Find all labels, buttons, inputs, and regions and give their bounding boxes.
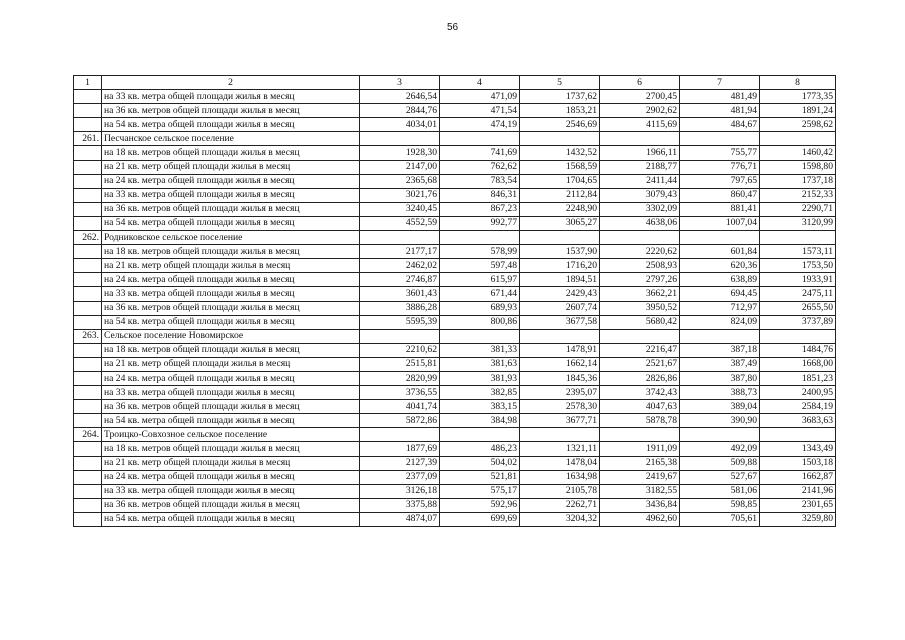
value-cell: 3677,58 bbox=[520, 315, 600, 329]
row-number-cell bbox=[74, 104, 102, 118]
table-row bbox=[74, 146, 836, 160]
settlement-name-cell: Сельское поселение Новомирское bbox=[102, 329, 360, 343]
value-cell: 671,44 bbox=[440, 287, 520, 301]
value-cell bbox=[360, 329, 440, 343]
value-cell: 387,18 bbox=[680, 343, 760, 357]
value-cell: 381,63 bbox=[440, 357, 520, 371]
value-cell: 2152,33 bbox=[760, 188, 836, 202]
value-cell: 755,77 bbox=[680, 146, 760, 160]
row-number-cell bbox=[74, 174, 102, 188]
value-cell: 1911,09 bbox=[600, 442, 680, 456]
value-cell: 471,54 bbox=[440, 104, 520, 118]
row-number-cell bbox=[74, 512, 102, 526]
table-row bbox=[74, 442, 836, 456]
value-cell bbox=[520, 132, 600, 146]
area-description-cell: на 54 кв. метра общей площади жилья в месяц bbox=[102, 315, 360, 329]
value-cell bbox=[680, 231, 760, 245]
area-description-cell: на 33 кв. метра общей площади жилья в месяц bbox=[102, 386, 360, 400]
table-row bbox=[74, 470, 836, 484]
row-number-cell bbox=[74, 343, 102, 357]
value-cell: 2546,69 bbox=[520, 118, 600, 132]
value-cell: 592,96 bbox=[440, 498, 520, 512]
table-row bbox=[74, 512, 836, 526]
table-row bbox=[74, 273, 836, 287]
column-header: 7 bbox=[680, 76, 760, 90]
value-cell: 1877,69 bbox=[360, 442, 440, 456]
value-cell: 481,49 bbox=[680, 90, 760, 104]
value-cell: 1484,76 bbox=[760, 343, 836, 357]
column-header: 2 bbox=[102, 76, 360, 90]
area-description-cell: на 21 кв. метр общей площади жилья в месяц bbox=[102, 160, 360, 174]
table-row bbox=[74, 357, 836, 371]
row-number-cell bbox=[74, 160, 102, 174]
area-description-cell: на 33 кв. метра общей площади жилья в месяц bbox=[102, 287, 360, 301]
column-header: 8 bbox=[760, 76, 836, 90]
value-cell: 3182,55 bbox=[600, 484, 680, 498]
value-cell: 1933,91 bbox=[760, 273, 836, 287]
table-row bbox=[74, 160, 836, 174]
value-cell: 5595,39 bbox=[360, 315, 440, 329]
value-cell: 381,93 bbox=[440, 371, 520, 385]
value-cell: 1737,62 bbox=[520, 90, 600, 104]
value-cell: 2177,17 bbox=[360, 245, 440, 259]
value-cell: 615,97 bbox=[440, 273, 520, 287]
value-cell bbox=[440, 428, 520, 442]
value-cell: 1007,04 bbox=[680, 216, 760, 230]
value-cell: 3677,71 bbox=[520, 414, 600, 428]
table-row bbox=[74, 259, 836, 273]
value-cell: 601,84 bbox=[680, 245, 760, 259]
value-cell: 2655,50 bbox=[760, 301, 836, 315]
column-header: 4 bbox=[440, 76, 520, 90]
value-cell: 4115,69 bbox=[600, 118, 680, 132]
value-cell: 1716,20 bbox=[520, 259, 600, 273]
table-row bbox=[74, 245, 836, 259]
value-cell: 1845,36 bbox=[520, 371, 600, 385]
area-description-cell: на 18 кв. метров общей площади жилья в месяц bbox=[102, 245, 360, 259]
value-cell: 2400,95 bbox=[760, 386, 836, 400]
value-cell: 992,77 bbox=[440, 216, 520, 230]
area-description-cell: на 18 кв. метров общей площади жилья в месяц bbox=[102, 146, 360, 160]
table-row bbox=[74, 301, 836, 315]
value-cell: 390,90 bbox=[680, 414, 760, 428]
row-number-cell: 264. bbox=[74, 428, 102, 442]
value-cell bbox=[600, 428, 680, 442]
value-cell: 860,47 bbox=[680, 188, 760, 202]
value-cell: 2105,78 bbox=[520, 484, 600, 498]
value-cell bbox=[760, 231, 836, 245]
section-row bbox=[74, 428, 836, 442]
table-row bbox=[74, 386, 836, 400]
area-description-cell: на 33 кв. метра общей площади жилья в месяц bbox=[102, 188, 360, 202]
row-number-cell bbox=[74, 498, 102, 512]
value-cell: 4638,06 bbox=[600, 216, 680, 230]
value-cell: 2508,93 bbox=[600, 259, 680, 273]
page-number: 56 bbox=[446, 22, 459, 33]
value-cell bbox=[520, 329, 600, 343]
value-cell: 2646,54 bbox=[360, 90, 440, 104]
value-cell: 5872,86 bbox=[360, 414, 440, 428]
row-number-cell bbox=[74, 245, 102, 259]
value-cell: 388,73 bbox=[680, 386, 760, 400]
area-description-cell: на 36 кв. метров общей площади жилья в месяц bbox=[102, 301, 360, 315]
value-cell: 2475,11 bbox=[760, 287, 836, 301]
row-number-cell bbox=[74, 371, 102, 385]
value-cell: 4552,59 bbox=[360, 216, 440, 230]
area-description-cell: на 33 кв. метра общей площади жилья в месяц bbox=[102, 484, 360, 498]
value-cell bbox=[680, 329, 760, 343]
row-number-cell bbox=[74, 273, 102, 287]
value-cell: 2902,62 bbox=[600, 104, 680, 118]
area-description-cell: на 54 кв. метра общей площади жилья в месяц bbox=[102, 512, 360, 526]
value-cell: 1928,30 bbox=[360, 146, 440, 160]
value-cell: 4874,07 bbox=[360, 512, 440, 526]
value-cell: 474,19 bbox=[440, 118, 520, 132]
value-cell: 1573,11 bbox=[760, 245, 836, 259]
value-cell: 2700,45 bbox=[600, 90, 680, 104]
value-cell: 1432,52 bbox=[520, 146, 600, 160]
table-row bbox=[74, 104, 836, 118]
value-cell: 1737,18 bbox=[760, 174, 836, 188]
value-cell bbox=[600, 231, 680, 245]
value-cell: 4041,74 bbox=[360, 400, 440, 414]
value-cell: 2220,62 bbox=[600, 245, 680, 259]
value-cell: 2521,67 bbox=[600, 357, 680, 371]
row-number-cell bbox=[74, 470, 102, 484]
value-cell: 1662,87 bbox=[760, 470, 836, 484]
value-cell: 3065,27 bbox=[520, 216, 600, 230]
value-cell: 2112,84 bbox=[520, 188, 600, 202]
settlement-name-cell: Троицко-Совхозное сельское поселение bbox=[102, 428, 360, 442]
value-cell: 484,67 bbox=[680, 118, 760, 132]
area-description-cell: на 54 кв. метра общей площади жилья в месяц bbox=[102, 216, 360, 230]
value-cell: 2515,81 bbox=[360, 357, 440, 371]
value-cell: 3375,88 bbox=[360, 498, 440, 512]
value-cell: 694,45 bbox=[680, 287, 760, 301]
area-description-cell: на 24 кв. метра общей площади жилья в месяц bbox=[102, 174, 360, 188]
section-row bbox=[74, 231, 836, 245]
value-cell: 3120,99 bbox=[760, 216, 836, 230]
area-description-cell: на 21 кв. метр общей площади жилья в месяц bbox=[102, 456, 360, 470]
tariff-table bbox=[73, 75, 836, 527]
area-description-cell: на 36 кв. метров общей площади жилья в месяц bbox=[102, 202, 360, 216]
table-row bbox=[74, 343, 836, 357]
value-cell: 2365,68 bbox=[360, 174, 440, 188]
row-number-cell bbox=[74, 202, 102, 216]
table-row bbox=[74, 287, 836, 301]
value-cell: 1894,51 bbox=[520, 273, 600, 287]
row-number-cell bbox=[74, 315, 102, 329]
value-cell: 3204,32 bbox=[520, 512, 600, 526]
value-cell: 2429,43 bbox=[520, 287, 600, 301]
value-cell: 762,62 bbox=[440, 160, 520, 174]
section-row bbox=[74, 329, 836, 343]
value-cell bbox=[760, 329, 836, 343]
value-cell: 521,81 bbox=[440, 470, 520, 484]
table-header-row bbox=[74, 76, 836, 90]
value-cell: 800,86 bbox=[440, 315, 520, 329]
value-cell: 1537,90 bbox=[520, 245, 600, 259]
area-description-cell: на 54 кв. метра общей площади жилья в месяц bbox=[102, 414, 360, 428]
row-number-cell bbox=[74, 259, 102, 273]
table-row bbox=[74, 90, 836, 104]
value-cell: 2127,39 bbox=[360, 456, 440, 470]
value-cell: 486,23 bbox=[440, 442, 520, 456]
value-cell: 2584,19 bbox=[760, 400, 836, 414]
value-cell: 3742,43 bbox=[600, 386, 680, 400]
value-cell bbox=[440, 329, 520, 343]
row-number-cell bbox=[74, 484, 102, 498]
row-number-cell bbox=[74, 146, 102, 160]
value-cell: 1891,24 bbox=[760, 104, 836, 118]
value-cell: 1460,42 bbox=[760, 146, 836, 160]
value-cell: 741,69 bbox=[440, 146, 520, 160]
value-cell: 3436,84 bbox=[600, 498, 680, 512]
value-cell: 3302,09 bbox=[600, 202, 680, 216]
area-description-cell: на 36 кв. метров общей площади жилья в месяц bbox=[102, 498, 360, 512]
value-cell: 2141,96 bbox=[760, 484, 836, 498]
value-cell: 581,06 bbox=[680, 484, 760, 498]
value-cell: 3259,80 bbox=[760, 512, 836, 526]
value-cell: 5878,78 bbox=[600, 414, 680, 428]
value-cell: 2262,71 bbox=[520, 498, 600, 512]
value-cell: 3950,52 bbox=[600, 301, 680, 315]
value-cell: 3886,28 bbox=[360, 301, 440, 315]
value-cell bbox=[760, 132, 836, 146]
value-cell: 2301,65 bbox=[760, 498, 836, 512]
table-row bbox=[74, 371, 836, 385]
value-cell: 382,85 bbox=[440, 386, 520, 400]
row-number-cell bbox=[74, 301, 102, 315]
area-description-cell: на 21 кв. метр общей площади жилья в месяц bbox=[102, 259, 360, 273]
value-cell: 383,15 bbox=[440, 400, 520, 414]
section-row bbox=[74, 132, 836, 146]
value-cell: 471,09 bbox=[440, 90, 520, 104]
value-cell bbox=[680, 428, 760, 442]
column-header: 1 bbox=[74, 76, 102, 90]
value-cell: 867,23 bbox=[440, 202, 520, 216]
value-cell: 1634,98 bbox=[520, 470, 600, 484]
table-row bbox=[74, 315, 836, 329]
row-number-cell bbox=[74, 188, 102, 202]
row-number-cell bbox=[74, 456, 102, 470]
value-cell: 1966,11 bbox=[600, 146, 680, 160]
area-description-cell: на 36 кв. метров общей площади жилья в месяц bbox=[102, 104, 360, 118]
row-number-cell bbox=[74, 400, 102, 414]
value-cell: 504,02 bbox=[440, 456, 520, 470]
area-description-cell: на 24 кв. метра общей площади жилья в месяц bbox=[102, 470, 360, 484]
table-row bbox=[74, 202, 836, 216]
area-description-cell: на 18 кв. метров общей площади жилья в месяц bbox=[102, 343, 360, 357]
area-description-cell: на 18 кв. метров общей площади жилья в месяц bbox=[102, 442, 360, 456]
value-cell: 384,98 bbox=[440, 414, 520, 428]
value-cell: 3736,55 bbox=[360, 386, 440, 400]
row-number-cell: 263. bbox=[74, 329, 102, 343]
row-number-cell bbox=[74, 90, 102, 104]
value-cell: 4034,01 bbox=[360, 118, 440, 132]
row-number-cell: 262. bbox=[74, 231, 102, 245]
area-description-cell: на 33 кв. метра общей площади жилья в месяц bbox=[102, 90, 360, 104]
value-cell: 597,48 bbox=[440, 259, 520, 273]
value-cell: 527,67 bbox=[680, 470, 760, 484]
value-cell: 1503,18 bbox=[760, 456, 836, 470]
value-cell: 492,09 bbox=[680, 442, 760, 456]
value-cell: 689,93 bbox=[440, 301, 520, 315]
value-cell bbox=[760, 428, 836, 442]
column-header: 3 bbox=[360, 76, 440, 90]
value-cell: 846,31 bbox=[440, 188, 520, 202]
table-row bbox=[74, 400, 836, 414]
value-cell bbox=[360, 132, 440, 146]
value-cell: 1853,21 bbox=[520, 104, 600, 118]
value-cell: 5680,42 bbox=[600, 315, 680, 329]
value-cell: 1598,80 bbox=[760, 160, 836, 174]
value-cell: 2411,44 bbox=[600, 174, 680, 188]
row-number-cell bbox=[74, 442, 102, 456]
value-cell: 598,85 bbox=[680, 498, 760, 512]
value-cell: 699,69 bbox=[440, 512, 520, 526]
value-cell: 1704,65 bbox=[520, 174, 600, 188]
table-row bbox=[74, 174, 836, 188]
table-row bbox=[74, 414, 836, 428]
value-cell: 3021,76 bbox=[360, 188, 440, 202]
value-cell: 2188,77 bbox=[600, 160, 680, 174]
value-cell: 3240,45 bbox=[360, 202, 440, 216]
value-cell: 389,04 bbox=[680, 400, 760, 414]
value-cell bbox=[600, 329, 680, 343]
value-cell: 4047,63 bbox=[600, 400, 680, 414]
value-cell: 1668,00 bbox=[760, 357, 836, 371]
column-header: 6 bbox=[600, 76, 680, 90]
value-cell bbox=[440, 132, 520, 146]
value-cell: 712,97 bbox=[680, 301, 760, 315]
value-cell: 2578,30 bbox=[520, 400, 600, 414]
value-cell: 1568,59 bbox=[520, 160, 600, 174]
value-cell: 2377,09 bbox=[360, 470, 440, 484]
row-number-cell bbox=[74, 357, 102, 371]
value-cell: 1662,14 bbox=[520, 357, 600, 371]
value-cell: 2147,00 bbox=[360, 160, 440, 174]
value-cell: 783,54 bbox=[440, 174, 520, 188]
table-row bbox=[74, 484, 836, 498]
area-description-cell: на 21 кв. метр общей площади жилья в месяц bbox=[102, 357, 360, 371]
value-cell: 1753,50 bbox=[760, 259, 836, 273]
value-cell: 575,17 bbox=[440, 484, 520, 498]
table-row bbox=[74, 188, 836, 202]
row-number-cell: 261. bbox=[74, 132, 102, 146]
area-description-cell: на 24 кв. метра общей площади жилья в месяц bbox=[102, 273, 360, 287]
area-description-cell: на 54 кв. метра общей площади жилья в месяц bbox=[102, 118, 360, 132]
table-row bbox=[74, 216, 836, 230]
value-cell: 1478,91 bbox=[520, 343, 600, 357]
row-number-cell bbox=[74, 287, 102, 301]
value-cell: 3662,21 bbox=[600, 287, 680, 301]
value-cell bbox=[360, 428, 440, 442]
settlement-name-cell: Родниковское сельское поселение bbox=[102, 231, 360, 245]
value-cell: 1773,35 bbox=[760, 90, 836, 104]
value-cell: 3601,43 bbox=[360, 287, 440, 301]
value-cell bbox=[680, 132, 760, 146]
row-number-cell bbox=[74, 414, 102, 428]
value-cell: 387,80 bbox=[680, 371, 760, 385]
value-cell bbox=[520, 428, 600, 442]
column-header: 5 bbox=[520, 76, 600, 90]
row-number-cell bbox=[74, 386, 102, 400]
row-number-cell bbox=[74, 118, 102, 132]
value-cell: 705,61 bbox=[680, 512, 760, 526]
value-cell: 2844,76 bbox=[360, 104, 440, 118]
value-cell: 3126,18 bbox=[360, 484, 440, 498]
table-row bbox=[74, 456, 836, 470]
value-cell: 797,65 bbox=[680, 174, 760, 188]
row-number-cell bbox=[74, 216, 102, 230]
value-cell: 509,88 bbox=[680, 456, 760, 470]
value-cell: 638,89 bbox=[680, 273, 760, 287]
value-cell: 3737,89 bbox=[760, 315, 836, 329]
value-cell: 3079,43 bbox=[600, 188, 680, 202]
value-cell: 387,49 bbox=[680, 357, 760, 371]
table-row bbox=[74, 498, 836, 512]
value-cell: 481,94 bbox=[680, 104, 760, 118]
value-cell: 1343,49 bbox=[760, 442, 836, 456]
value-cell: 2248,90 bbox=[520, 202, 600, 216]
value-cell: 881,41 bbox=[680, 202, 760, 216]
value-cell: 824,09 bbox=[680, 315, 760, 329]
value-cell: 381,33 bbox=[440, 343, 520, 357]
value-cell: 2607,74 bbox=[520, 301, 600, 315]
value-cell bbox=[600, 132, 680, 146]
value-cell: 2462,02 bbox=[360, 259, 440, 273]
value-cell: 4962,60 bbox=[600, 512, 680, 526]
value-cell: 2395,07 bbox=[520, 386, 600, 400]
value-cell bbox=[360, 231, 440, 245]
value-cell: 2598,62 bbox=[760, 118, 836, 132]
value-cell: 1321,11 bbox=[520, 442, 600, 456]
value-cell bbox=[440, 231, 520, 245]
value-cell: 2826,86 bbox=[600, 371, 680, 385]
value-cell: 1851,23 bbox=[760, 371, 836, 385]
value-cell: 2746,87 bbox=[360, 273, 440, 287]
value-cell: 2290,71 bbox=[760, 202, 836, 216]
value-cell: 2419,67 bbox=[600, 470, 680, 484]
table-row bbox=[74, 118, 836, 132]
area-description-cell: на 24 кв. метра общей площади жилья в месяц bbox=[102, 371, 360, 385]
value-cell: 3683,63 bbox=[760, 414, 836, 428]
value-cell: 776,71 bbox=[680, 160, 760, 174]
value-cell: 2210,62 bbox=[360, 343, 440, 357]
value-cell bbox=[520, 231, 600, 245]
value-cell: 1478,04 bbox=[520, 456, 600, 470]
value-cell: 620,36 bbox=[680, 259, 760, 273]
value-cell: 2165,38 bbox=[600, 456, 680, 470]
value-cell: 2820,99 bbox=[360, 371, 440, 385]
value-cell: 2797,26 bbox=[600, 273, 680, 287]
area-description-cell: на 36 кв. метров общей площади жилья в месяц bbox=[102, 400, 360, 414]
settlement-name-cell: Песчанское сельское поселение bbox=[102, 132, 360, 146]
value-cell: 578,99 bbox=[440, 245, 520, 259]
value-cell: 2216,47 bbox=[600, 343, 680, 357]
